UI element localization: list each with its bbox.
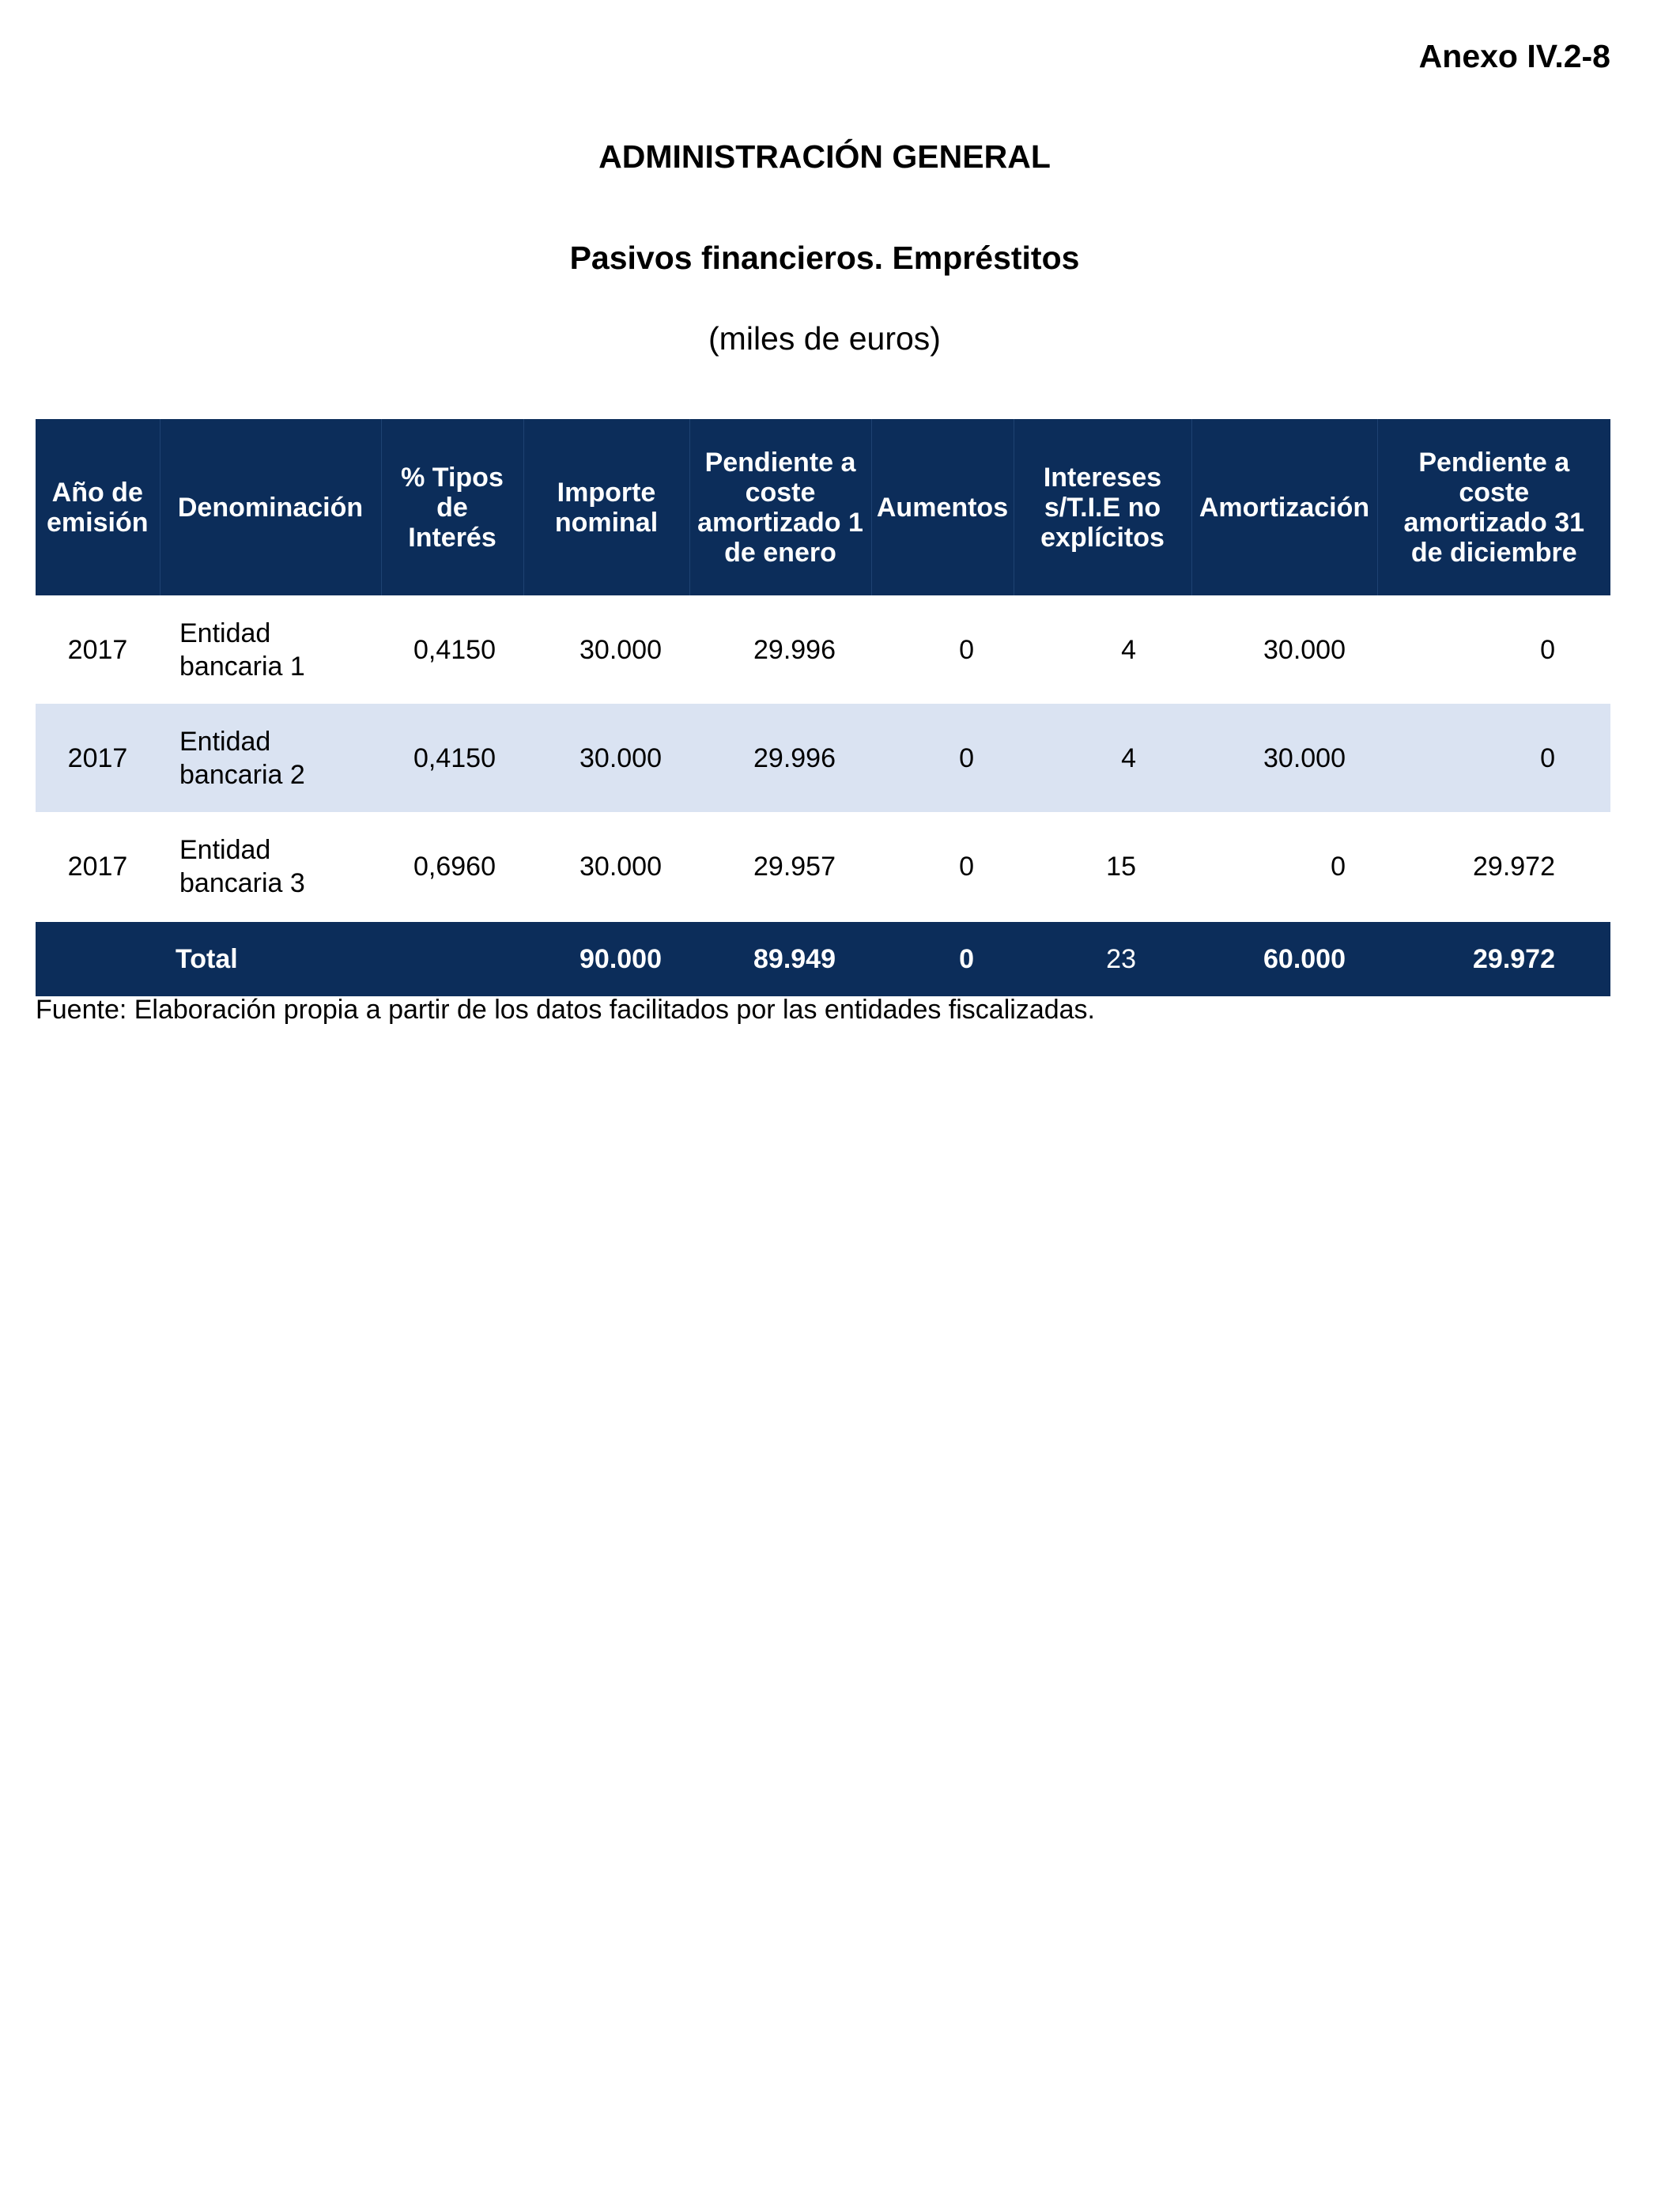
cell-pending-start: 29.996 bbox=[689, 704, 871, 812]
header-nominal: Importe nominal bbox=[523, 419, 689, 595]
cell-rate: 0,6960 bbox=[413, 851, 496, 882]
cell-name: Entidad bancaria 2 bbox=[160, 704, 381, 812]
header-year: Año de emisión bbox=[36, 419, 160, 595]
table-row bbox=[36, 704, 1610, 812]
cell-nominal: 30.000 bbox=[580, 851, 662, 882]
cell-pending-end: 0 bbox=[1540, 634, 1555, 665]
cell-pending-end: 29.972 bbox=[1473, 851, 1555, 882]
table-row bbox=[36, 595, 1610, 704]
cell-total-amortization: 60.000 bbox=[1191, 921, 1377, 996]
cell-pending-start: 29.957 bbox=[753, 851, 836, 882]
header-increases: Aumentos bbox=[871, 419, 1014, 595]
cell-total-nominal: 90.000 bbox=[523, 921, 689, 996]
cell-rate: 0,4150 bbox=[413, 634, 496, 665]
loans-table bbox=[36, 419, 1610, 996]
cell-amortization: 0 bbox=[1331, 851, 1346, 882]
cell-amortization: 30.000 bbox=[1263, 634, 1346, 665]
header-name: Denominación bbox=[160, 419, 381, 595]
cell-total-interest: 23 bbox=[1014, 921, 1191, 996]
cell-total-pending-start: 89.949 bbox=[689, 921, 871, 996]
cell-total-pending-end: 29.972 bbox=[1377, 921, 1610, 996]
header-amortization: Amortización bbox=[1191, 419, 1377, 595]
cell-name: Entidad bancaria 3 bbox=[179, 834, 305, 898]
cell-total-rate-empty bbox=[381, 921, 523, 996]
cell-interest: 15 bbox=[1106, 851, 1136, 882]
source-note: Fuente: Elaboración propia a partir de los datos facilitados por las entidades fiscalizadas. bbox=[36, 995, 1095, 1025]
cell-nominal: 30.000 bbox=[580, 634, 662, 665]
cell-total-spacer bbox=[36, 921, 160, 996]
table-row bbox=[36, 812, 1610, 921]
table-header-row bbox=[36, 419, 1610, 595]
cell-amortization: 30.000 bbox=[1191, 704, 1377, 812]
cell-increases: 0 bbox=[959, 851, 974, 882]
header-pending-end: Pendiente a coste amortizado 31 de diciembre bbox=[1377, 419, 1610, 595]
cell-nominal: 30.000 bbox=[523, 704, 689, 812]
cell-total-increases: 0 bbox=[871, 921, 1014, 996]
cell-name: Entidad bancaria 1 bbox=[179, 618, 305, 682]
cell-interest: 4 bbox=[1121, 634, 1136, 665]
cell-increases: 0 bbox=[959, 634, 974, 665]
header-rate: % Tipos de Interés bbox=[381, 419, 523, 595]
cell-year: 2017 bbox=[36, 704, 160, 812]
cell-total-label: Total bbox=[160, 921, 381, 996]
header-pending-start: Pendiente a coste amortizado 1 de enero bbox=[689, 419, 871, 595]
cell-interest: 4 bbox=[1014, 704, 1191, 812]
page-title: ADMINISTRACIÓN GENERAL bbox=[598, 138, 1051, 175]
cell-year: 2017 bbox=[67, 634, 128, 665]
annex-label: Anexo IV.2-8 bbox=[1418, 38, 1610, 74]
cell-year: 2017 bbox=[67, 851, 128, 882]
cell-pending-start: 29.996 bbox=[753, 634, 836, 665]
units-note: (miles de euros) bbox=[708, 320, 941, 357]
cell-pending-end: 0 bbox=[1377, 704, 1610, 812]
cell-rate: 0,4150 bbox=[381, 704, 523, 812]
header-interest: Intereses s/T.I.E no explícitos bbox=[1014, 419, 1191, 595]
total-row bbox=[36, 921, 1610, 996]
page-subtitle: Pasivos financieros. Empréstitos bbox=[569, 240, 1080, 276]
cell-increases: 0 bbox=[871, 704, 1014, 812]
